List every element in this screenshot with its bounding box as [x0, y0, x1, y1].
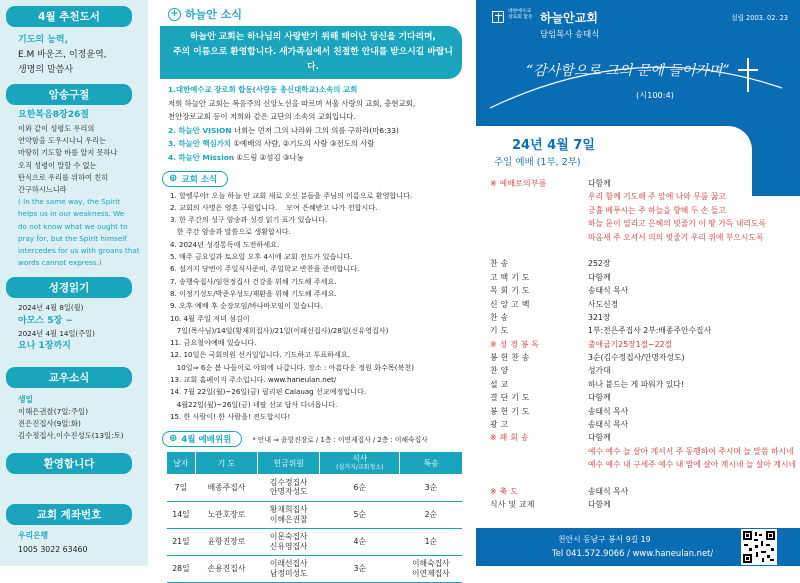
order-label: ※ 폐 회 송 — [490, 433, 529, 443]
duty-offering — [258, 555, 320, 582]
order-value: 하늘 문이 열리고 은혜의 빗줄기 이 땅 가득 내리도록 — [588, 219, 766, 229]
welcome-banner — [160, 26, 462, 79]
order-label: 설 교 — [490, 379, 509, 389]
right-column — [476, 0, 800, 566]
intro-item — [168, 151, 468, 165]
order-value: 성가대 — [588, 366, 611, 376]
duty-pill — [162, 431, 242, 447]
duty-col-meal-title: 식사 — [352, 454, 368, 464]
news-item: 13. 교회 홈페이지 주소입니다. www.haneulan.net/ — [170, 375, 337, 385]
reading-text-2: 요나 1장까지 — [18, 340, 71, 351]
duty-prayer: 노관호장로 — [195, 501, 257, 528]
church-phone-website: Tel 041.572.9066 / www.haneulan.net/ — [552, 548, 714, 558]
news-item: 6. 설거지 당번이 주일식사준비, 주일학교 반찬을 준비합니다. — [170, 264, 360, 274]
intro-item-text: ①예배의 사람, ②기도의 사람 ③전도의 사람 — [231, 139, 375, 149]
duty-offering-name: 황재희집사 — [269, 505, 308, 515]
duty-prayer: 배종주집사 — [195, 474, 257, 501]
news-item: 9. 오후 예배 후 순장모임/바나바모임이 있습니다. — [170, 301, 323, 311]
birthday-item: 전은진집사(9일:화) — [18, 419, 81, 429]
duty-special-name: 이해숙집사 — [412, 559, 450, 569]
intro-item-title: 2. 하늘안 VISION — [168, 125, 232, 135]
duty-offering-name: 이문숙집사 — [269, 532, 308, 542]
order-row — [476, 379, 800, 392]
duty-date: 14일 — [167, 501, 196, 528]
intro-item-text: 너희는 먼저 그의 나라와 그의 의를 구하라(마6:33) — [231, 125, 399, 135]
order-of-worship — [476, 178, 800, 513]
order-value: 마음새 주 오셔서 의의 빗줄기 우리 위에 부으시도록 — [588, 232, 764, 242]
established-date: 설립 2003. 02. 23 — [731, 14, 788, 22]
duty-special-name: 1순 — [424, 536, 438, 546]
verse-english-line: words cannot express.) — [18, 258, 102, 268]
duty-col-offering: 헌금위원 — [258, 452, 320, 474]
duty-offering-name: 신유영집사 — [269, 541, 308, 551]
order-label: 봉 헌 기 도 — [490, 406, 530, 416]
order-value: 1부:전은주집사 2부:배종주안수집사 — [588, 326, 712, 336]
intro-item — [168, 110, 468, 124]
intro-item — [168, 83, 468, 97]
duty-meal: 5순 — [320, 501, 400, 528]
church-news-list — [152, 187, 472, 424]
left-column — [0, 0, 148, 566]
order-value: 송태식 목사 — [588, 420, 629, 430]
church-intro-list — [152, 79, 472, 165]
duty-offering-name: 이해은권찰 — [269, 514, 308, 524]
order-row — [476, 365, 800, 378]
duty-label: 4월 예배위원 — [181, 435, 232, 446]
duty-special-name: 3순 — [424, 482, 438, 492]
duty-meal: 3순 — [320, 555, 400, 582]
news-item: 8. 이정기성도/박준우성도/재환을 위해 기도해 주세요. — [170, 288, 337, 298]
account-title: 교회 계좌번호 — [6, 504, 132, 525]
duty-special — [400, 474, 462, 501]
order-label: 봉 헌 찬 송 — [490, 353, 530, 363]
intro-item-title: 1.대한예수교 장로회 합동(사랑동 총신대학교)소속의 교회 — [168, 85, 358, 94]
order-row — [476, 285, 800, 298]
verse-line: 간구하시느니라 — [18, 185, 67, 195]
church-news-label: 교회 소식 — [181, 174, 218, 185]
motto: “감사함으로 그의 문에 들어가며” — [526, 63, 730, 79]
intro-item — [168, 97, 468, 111]
duty-date: 21일 — [167, 528, 196, 555]
news-item: 4월22일(월)~26일(금) 네팔 선교 답사 다녀옵니다. — [170, 399, 338, 409]
order-row — [476, 499, 800, 512]
order-row — [476, 232, 800, 245]
duty-usher-note: * 안내 ⇒ 윤항진장로 / 1층 : 이연제집사 / 2층 : 이해숙집사 — [252, 436, 428, 445]
order-label: 찬 송 — [490, 259, 509, 269]
duty-row — [167, 528, 463, 555]
verse-line: 이와 같이 성령도 우리의 — [18, 124, 95, 133]
order-value: 사도신경 — [588, 299, 619, 309]
plus-circle-icon: ⊕ — [169, 172, 178, 184]
verse-title: 암송구절 — [6, 84, 132, 105]
middle-column — [152, 0, 472, 578]
duty-col-prayer: 기 도 — [195, 452, 257, 474]
church-news-pill — [162, 171, 228, 187]
verse-english-line: helps us in our weakness. We — [18, 209, 125, 219]
intro-item-text: 저희 하늘안 교회는 복음주의 신앙노선을 따르며 서울 사랑의 교회, 충현교회, — [168, 98, 416, 108]
members-news-title: 교우소식 — [6, 367, 132, 388]
order-row — [476, 459, 800, 472]
verse-english-line: pray for, but the Spirit himself — [18, 233, 127, 243]
order-row — [476, 406, 800, 419]
birthday-label: 생일 — [18, 394, 34, 404]
order-row — [476, 299, 800, 312]
duty-offering-name: 안명자성도 — [269, 487, 308, 497]
duty-meal: 6순 — [320, 474, 400, 501]
intro-item-title: 4. 하늘안 Mission — [168, 152, 235, 162]
order-label: ※ 성 경 봉 독 — [490, 339, 540, 349]
account-number: 1005 3022 63460 — [18, 544, 88, 554]
order-row — [476, 312, 800, 325]
order-label: 찬 송 — [490, 312, 509, 322]
order-row — [476, 339, 800, 352]
order-row — [476, 191, 800, 204]
order-value: 다함께 — [588, 179, 611, 188]
intro-item-title: 3. 하늘안 핵심가치 — [168, 139, 232, 149]
duty-offering — [258, 474, 320, 501]
order-label: 고 백 기 도 — [490, 272, 530, 282]
birthday-item: 이해은권찰(7일:주일) — [18, 407, 89, 417]
banner-line: 주의 이름으로 환영합니다. 새가족실에서 친절한 안내를 받으시길 바랍니다. — [173, 47, 453, 72]
order-row — [476, 272, 800, 285]
news-item: 11. 금요철야예배 있습니다. — [170, 338, 257, 348]
birthday-item: 김수정집사,이수진성도(13일:토) — [18, 431, 124, 441]
duty-special-name: 이연제집사 — [412, 568, 450, 578]
verse-line: 연약함을 도우시나니 우리는 — [18, 136, 106, 146]
duty-table-body — [167, 474, 463, 582]
news-item: 4. 2024년 성경통독에 도전하세요. — [170, 239, 280, 249]
senior-pastor: 담임목사 송태식 — [540, 29, 600, 39]
duty-col-special: 특송 — [400, 452, 462, 474]
duty-special-name: 2순 — [424, 509, 438, 519]
duty-header — [162, 431, 472, 447]
order-row — [476, 446, 800, 459]
intro-item-text: 천안장로교회 등이 저희와 같은 교단의 소속의 교회입니다. — [168, 112, 356, 122]
order-value: 예수 예수 내 구세주 예수 내 맘에 살아 계시네 늘 살아 계시네 — [588, 460, 797, 470]
order-value: 출애굽기25장1절~22절 — [588, 339, 673, 349]
intro-item-text: ①드림 ②섬김 ③나눔 — [234, 152, 304, 162]
order-value: 하나 붙드는 게 파워가 있다! — [588, 379, 684, 389]
order-label: 목 회 기 도 — [490, 286, 530, 296]
order-row — [476, 432, 800, 445]
news-item: 7일(목사님)/14일(황재희집사)/21일(이래선집사)/28일(신유영집사) — [170, 325, 389, 335]
order-value: 송태식 목사 — [588, 406, 629, 416]
service-date: 24년 4월 7일 — [512, 138, 595, 153]
order-row — [476, 352, 800, 365]
verse-ref: 요한복음8장26절 — [18, 110, 89, 120]
order-value: 예수 예수 늘 살아 계셔서 주 동행하여 주시며 늘 말씀 하시네 — [588, 446, 794, 456]
order-row — [476, 258, 800, 271]
news-item: 15. 한 사람이! 한 사람을! 전도합시다! — [170, 411, 291, 421]
verse-line: 마땅히 기도할 바를 알지 못하나 — [18, 148, 118, 158]
duty-prayer: 손용진집사 — [195, 555, 257, 582]
news-item: 14. 7월 22일(월)~26일(금) 필리핀 Calauag 선교예정입니다. — [170, 387, 367, 397]
order-value: 252장 — [588, 259, 611, 269]
order-value: 321장 — [588, 312, 611, 322]
verse-english-line: intercedes for us with groans that — [18, 246, 140, 256]
reading-date-2: 2024년 4월 14일(주일) — [18, 328, 95, 338]
book-author: E.M 바운즈, 이정윤역, — [18, 50, 107, 60]
order-row — [476, 419, 800, 432]
bank-name: 우리은행 — [18, 530, 49, 540]
news-item: 1. 할렐루야! 오늘 하늘 안 교회 새로 오신 분들을 주님의 이름으로 환영합니다. — [170, 190, 413, 200]
order-row — [476, 245, 800, 258]
order-label: 식사 및 교제 — [490, 500, 535, 510]
order-value: 3순(김수정집사/안명자성도) — [588, 353, 685, 363]
news-item: 2. 교회의 사명은 영혼 구원입니다. 모여 은혜받고 나가 전합시다. — [170, 202, 378, 212]
verse-line: 오직 성령이 말할 수 없는 — [18, 160, 97, 170]
qr-code-icon — [741, 529, 777, 565]
intro-item — [168, 137, 468, 151]
duty-offering-name: 이래선집사 — [269, 559, 308, 569]
verse-line: 탄식으로 우리를 위하여 친히 — [18, 172, 109, 182]
duty-table — [166, 452, 462, 583]
duty-col-date: 날자 — [167, 452, 196, 474]
reading-text-1: 아모스 5장 ~ — [18, 315, 73, 326]
order-row — [476, 218, 800, 231]
duty-offering-name: 김수정집사 — [269, 477, 308, 487]
order-label: 결 단 기 도 — [490, 393, 530, 403]
birthday-list — [0, 406, 148, 443]
order-value: 다함께 — [588, 272, 611, 282]
order-value: 다함께 — [588, 433, 611, 443]
church-news-header — [162, 171, 472, 187]
welcome-title: 환영합니다 — [6, 453, 132, 474]
duty-meal: 4순 — [320, 528, 400, 555]
banner-line: 하늘안 교회는 하나님의 사랑받기 위해 태어난 당신을 기다리며, — [190, 32, 436, 42]
plus-circle-icon: ⊕ — [169, 433, 178, 445]
order-value: 다함께 — [588, 393, 611, 403]
duty-prayer: 윤항진장로 — [195, 528, 257, 555]
verse-korean — [0, 123, 148, 196]
duty-row — [167, 474, 463, 501]
order-value: 송태식 목사 — [588, 286, 629, 296]
order-value: 송태식 목사 — [588, 486, 629, 496]
book-name: 기도의 능력, — [18, 35, 69, 45]
order-row — [476, 325, 800, 338]
news-item: 10. 4월 주일 저녁 섬김이 — [170, 313, 250, 323]
order-label: 광 고 — [490, 420, 509, 430]
verse-english — [0, 196, 148, 269]
duty-special — [400, 555, 462, 582]
order-row — [476, 178, 800, 191]
order-value: 다함께 — [588, 500, 611, 510]
section-title: 하늘안 소식 — [185, 8, 242, 21]
duty-date: 7일 — [167, 474, 196, 501]
reading-title: 성경읽기 — [6, 277, 132, 298]
church-logo-cross-icon — [492, 11, 504, 23]
order-row — [476, 392, 800, 405]
news-item: 10일⇒ 6순 봄 나들이로 야외에 나갑니다. 장소 : 아름다운 정원 화수목(북천) — [170, 362, 414, 372]
duty-offering-name: 남정미성도 — [269, 568, 308, 578]
order-value: 긍휼 베푸시는 주 하늘을 향해 두 손 들고 — [588, 205, 726, 215]
order-label: 찬 양 — [490, 366, 509, 376]
order-value: 우리 함께 기도해 주 앞에 나와 무릎 꿇고 — [588, 192, 726, 202]
duty-offering — [258, 501, 320, 528]
order-label: ※ 축 도 — [490, 486, 519, 496]
intro-item — [168, 124, 468, 138]
bulletin-footer — [476, 528, 800, 566]
reading-date-1: 2024년 4월 8일(월) — [18, 303, 84, 313]
service-name: 주일 예배 (1부, 2부) — [494, 157, 581, 168]
book-publisher: 생명의 말씀사 — [18, 65, 74, 75]
verse-english-line: do not know what we ought to — [18, 221, 128, 231]
books-title: 4월 추천도서 — [6, 6, 132, 27]
duty-special — [400, 501, 462, 528]
duty-row — [167, 501, 463, 528]
order-label: 신 앙 고 백 — [490, 299, 530, 309]
motto-reference: (시100:4) — [636, 90, 674, 100]
order-label: ※ 예배로의부름 — [490, 179, 547, 188]
news-item: 한 주간 암송과 말씀으로 생활합시다. — [170, 227, 291, 237]
duty-date: 28일 — [167, 555, 196, 582]
news-item: 12. 10일은 국회의원 선거일입니다. 기도하고 투표하세요. — [170, 350, 350, 360]
church-address: 천안시 동남구 봉서 9길 19 — [558, 535, 651, 544]
order-row — [476, 205, 800, 218]
bulletin-header — [476, 0, 800, 196]
news-item: 7. 송행숙집사/임현정집사 건강을 위해 기도해 주세요. — [170, 276, 337, 286]
duty-row — [167, 555, 463, 582]
plus-icon: + — [168, 8, 181, 21]
duty-col-meal-sub: (설거지/교회청소) — [336, 464, 384, 472]
denomination-tag: 대한예수교 장로회 합동 — [508, 9, 533, 20]
duty-offering — [258, 528, 320, 555]
decorative-swoosh-icon — [486, 48, 786, 118]
duty-special — [400, 528, 462, 555]
order-label: 기 도 — [490, 326, 509, 336]
church-name: 하늘안교회 — [540, 11, 598, 25]
order-row — [476, 473, 800, 486]
news-item: 3. 한 주간의 성구 암송과 성경 읽기 표가 있습니다. — [170, 215, 328, 225]
news-item: 5. 매주 금요일과 토요일 오후 4시에 교회 전도가 있습니다. — [170, 252, 353, 262]
order-row — [476, 486, 800, 499]
news-section-header — [152, 6, 472, 22]
verse-english-line: ( In the same way, the Spirit — [18, 197, 121, 207]
duty-col-meal — [320, 452, 400, 474]
